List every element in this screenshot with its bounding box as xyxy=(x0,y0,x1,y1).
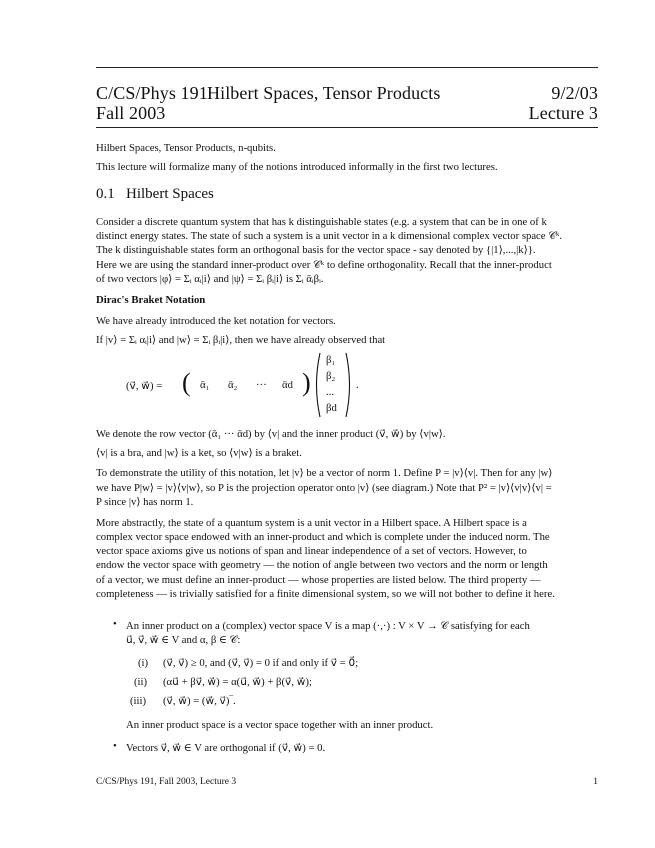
inner-product-def-line1: An inner product on a (complex) vector space V is a map (·,·) : V × V → 𝒞 satisfying for each xyxy=(126,620,530,632)
row-entry-3: ··· xyxy=(256,379,267,391)
braket-line7: P since |v⟩ has norm 1. xyxy=(96,496,194,508)
braket-line3: We denote the row vector (ᾱ₁ ··· ᾱd) by ⟨v| and the inner product (v⃗, w⃗) by ⟨v|w⟩. xyxy=(96,428,446,440)
header-lecture: Lecture 3 xyxy=(528,103,598,123)
braket-line6: we have P|w⟩ = |v⟩⟨v|w⟩, so P is the projection operator onto |v⟩ (see diagram.) Note that P² = |v⟩⟨v|v⟩⟨v| = xyxy=(96,482,552,494)
header-rule-top xyxy=(96,67,598,68)
braket-line5: To demonstrate the utility of this notation, let |v⟩ be a vector of norm 1. Define P = |v⟩⟨v|. Then for any |w⟩ xyxy=(96,467,553,479)
row-entry-2: ᾱ₂ xyxy=(228,379,238,391)
para1-line3: The k distinguishable states form an orthogonal basis for the vector space - say denoted by {|1⟩,...,|k⟩}. xyxy=(96,244,536,256)
col-entry-3: ... xyxy=(326,386,335,398)
row-paren-right: ) xyxy=(302,368,311,397)
inner-product-def-line2: u⃗, v⃗, w⃗ ∈ V and α, β ∈ 𝒞: xyxy=(126,634,241,646)
intro-summary: This lecture will formalize many of the notions introduced informally in the first two lectures. xyxy=(96,161,498,173)
header-rule-bottom xyxy=(96,127,598,128)
eq-period: . xyxy=(356,379,359,391)
section-number: 0.1 xyxy=(96,186,115,202)
orthogonal-def: Vectors v⃗, w⃗ ∈ V are orthogonal if (v⃗, w⃗) = 0. xyxy=(126,742,326,754)
column-paren-right xyxy=(344,352,354,418)
para2-line5: of a vector, we must define an inner-product — whose properties are listed below. The third property — xyxy=(96,574,541,586)
bullet-2-marker: • xyxy=(113,740,117,752)
footer-left: C/CS/Phys 191, Fall 2003, Lecture 3 xyxy=(96,777,237,787)
para1-line1: Consider a discrete quantum system that has k distinguishable states (e.g. a system that can be in one of k xyxy=(96,216,547,228)
property-iii-text: (v⃗, w⃗) = (w⃗, v⃗)‾. xyxy=(163,695,236,707)
header-date: 9/2/03 xyxy=(551,83,598,103)
col-entry-1: β₁ xyxy=(326,354,336,366)
row-entry-4: ᾱd xyxy=(282,379,293,391)
intro-topics: Hilbert Spaces, Tensor Products, n-qubits. xyxy=(96,142,276,154)
column-paren-left xyxy=(312,352,322,418)
braket-heading: Dirac's Braket Notation xyxy=(96,294,206,306)
inner-product-equation xyxy=(96,352,599,422)
section-title: Hilbert Spaces xyxy=(126,186,214,202)
para1-line4: Here we are using the standard inner-product over 𝒞ᵏ to define orthogonality. Recall that the inner-product xyxy=(96,259,552,271)
eq-lhs: (v⃗, w⃗) = xyxy=(126,380,163,392)
property-iii-label: (iii) xyxy=(130,695,147,707)
col-entry-4: βd xyxy=(326,402,337,414)
row-entry-1: ᾱ₁ xyxy=(200,379,210,391)
property-ii-text: (αu⃗ + βv⃗, w⃗) = α(u⃗, w⃗) + β(v⃗, w⃗); xyxy=(163,676,312,688)
property-i-text: (v⃗, v⃗) ≥ 0, and (v⃗, v⃗) = 0 if and only if v⃗ = 0⃗; xyxy=(163,657,359,669)
para2-line4: endow the vector space with geometry — the notion of angle between two vectors and the norm or length xyxy=(96,559,548,571)
braket-line4: ⟨v| is a bra, and |w⟩ is a ket, so ⟨v|w⟩ is a braket. xyxy=(96,447,302,459)
para2-line3: vector space axioms give us notions of span and linear independence of a set of vectors. However, to xyxy=(96,545,527,557)
property-ii-label: (ii) xyxy=(134,676,148,688)
para1-line5: of two vectors |φ⟩ = Σᵢ αᵢ|i⟩ and |ψ⟩ = Σᵢ βᵢ|i⟩ is Σᵢ ᾱᵢβᵢ. xyxy=(96,273,324,285)
braket-line2: If |v⟩ = Σᵢ αᵢ|i⟩ and |w⟩ = Σᵢ βᵢ|i⟩, then we have already observed that xyxy=(96,334,386,346)
braket-line1: We have already introduced the ket notation for vectors. xyxy=(96,315,336,327)
bullet-1-marker: • xyxy=(113,618,117,630)
para2-line1: More abstractly, the state of a quantum system is a unit vector in a Hilbert space. A Hilbert space is a xyxy=(96,517,527,529)
property-i-label: (i) xyxy=(138,657,149,669)
inner-product-space-def: An inner product space is a vector space together with an inner product. xyxy=(126,719,434,731)
para1-line2: distinct energy states. The state of such a system is a unit vector in a k dimensional complex vector space 𝒞ᵏ. xyxy=(96,230,563,242)
footer-page-number: 1 xyxy=(593,777,598,787)
section-heading xyxy=(96,186,214,203)
row-paren-left: ( xyxy=(182,368,191,397)
col-entry-2: β₂ xyxy=(326,370,336,382)
header-title: Hilbert Spaces, Tensor Products xyxy=(207,83,441,103)
header-term: Fall 2003 xyxy=(96,103,166,123)
para2-line6: completeness — is trivially satisfied for a finite dimensional system, so we will not bother to define it here. xyxy=(96,588,555,600)
para2-line2: complex vector space endowed with an inner-product and which is complete under the induced norm. The xyxy=(96,531,550,543)
header-course: C/CS/Phys 191 xyxy=(96,83,208,103)
